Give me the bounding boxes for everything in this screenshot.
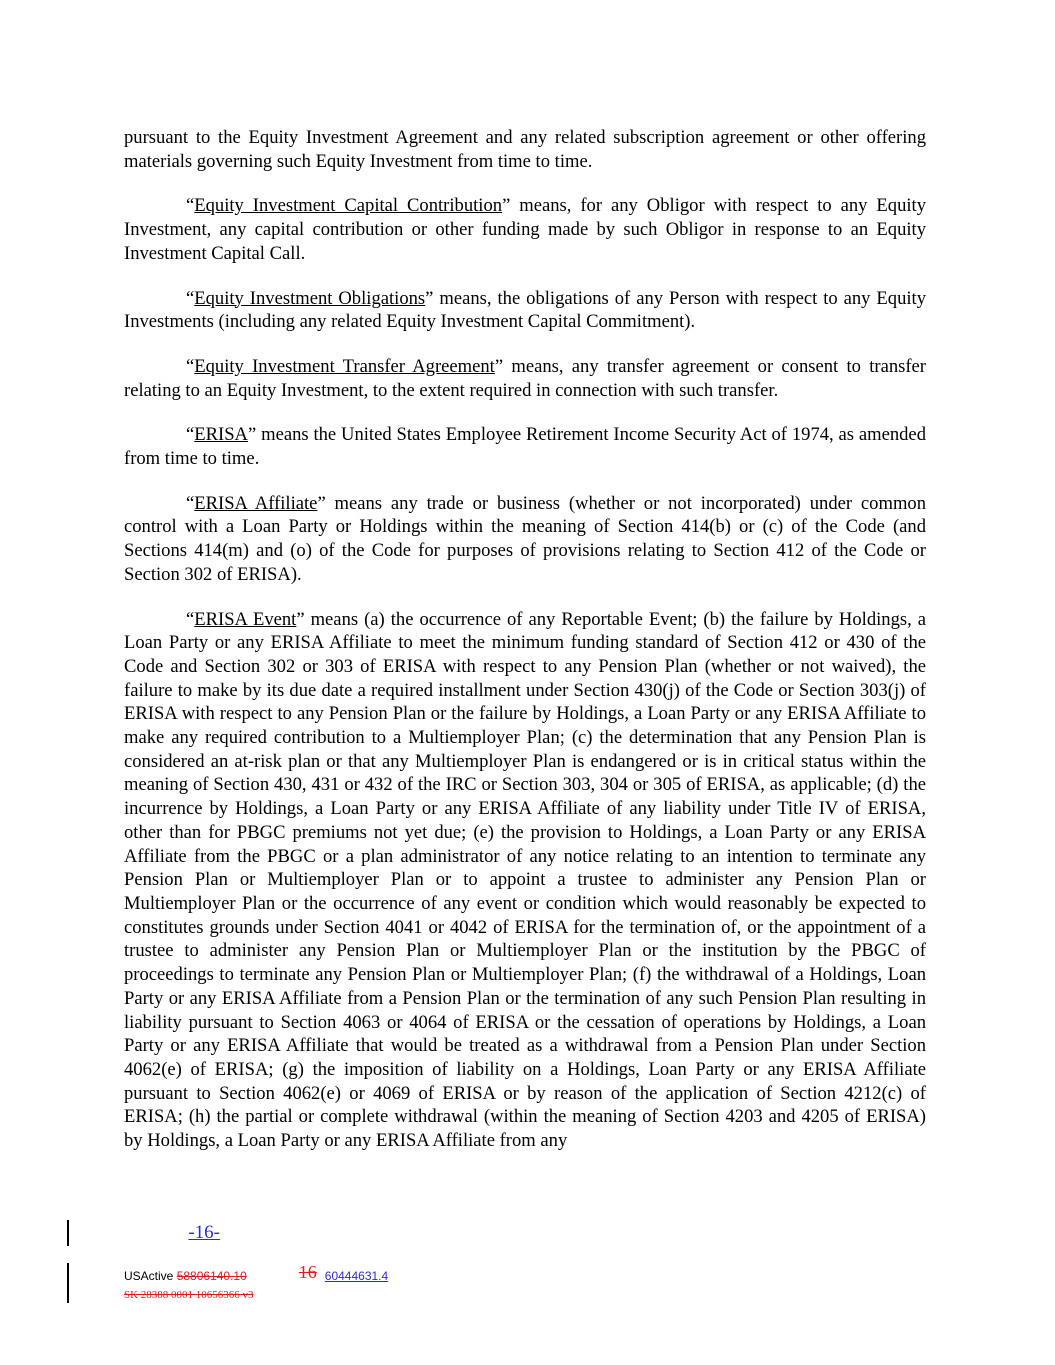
footer-label: USActive (124, 1269, 174, 1283)
defined-term: Equity Investment Obligations (194, 287, 426, 309)
definition-body: ” means, for any Obligor with respect to any Equity Investment, any capital contribution or other funding made by such Obligor in response to an Equity Investment Capital Call. (124, 195, 926, 264)
document-body (124, 126, 926, 1174)
definition-erisa-event (124, 608, 926, 1153)
defined-term: ERISA Event (194, 608, 297, 630)
page-number: -16- (188, 1222, 220, 1243)
definition-body: ” means any trade or business (whether or not incorporated) under common control with a Loan Party or Holdings within the meaning of Section 414(b) or (c) of the Code (and Sections 414(m) and (o) of the Code for purposes of provisions relating to Section 412 of the Code or Section 302 of ERISA). (124, 492, 926, 585)
change-bar (67, 1263, 69, 1303)
open-quote: “ (186, 287, 195, 309)
inserted-doc-id: 60444631.4 (324, 1269, 389, 1283)
definition-body: ” means, any transfer agreement or consent to transfer relating to an Equity Investment, to the extent required in connection with such transfer. (124, 355, 927, 401)
definition-equity-investment-capital-contribution (124, 194, 926, 265)
footer-deleted-reference: SK 28388 0001 10656366 v3 (124, 1289, 254, 1301)
defined-term: ERISA (194, 424, 248, 446)
definition-body: ” means the United States Employee Retirement Income Security Act of 1974, as amended from time to time. (124, 424, 926, 470)
defined-term: Equity Investment Capital Contribution (194, 195, 503, 217)
open-quote: “ (186, 608, 195, 630)
defined-term: Equity Investment Transfer Agreement (194, 355, 495, 377)
open-quote: “ (186, 195, 195, 217)
deleted-page-number: 16 (298, 1262, 317, 1282)
paragraph-continuation: pursuant to the Equity Investment Agreement and any related subscription agreement or other offering materials governing such Equity Investment from time to time. (124, 127, 926, 172)
deleted-doc-id: 58806140.10 (176, 1269, 247, 1283)
definition-erisa (124, 423, 926, 470)
open-quote: “ (186, 424, 195, 446)
open-quote: “ (186, 355, 195, 377)
definition-body: ” means (a) the occurrence of any Reportable Event; (b) the failure by Holdings, a Loan Party or any ERISA Affiliate to meet the minimum funding standard of Section 412 or 430 of the Code and Section 302 or 303 of ERISA with respect to any Pension Plan (whether or not waived), the failure to make by its due date a required installment under Section 430(j) of the Code or Section 303(j) of ERISA with respect to any Pension Plan or the failure by Holdings, a Loan Party or any ERISA Affiliate to make any required contribution to a Multiemployer Plan; (c) the determination that any Pension Plan is considered an at-risk plan or that any Multiemployer Plan is endangered or is in critical status within the meaning of Section 430, 431 or 432 of the IRC or Section 303, 304 or 305 of ERISA, as applicable; (d) the incurrence by Holdings, a Loan Party or any ERISA Affiliate of any liability under Title IV of ERISA, other than for PBGC premiums not yet due; (e) the provision to Holdings, a Loan Party or any ERISA Affiliate from the PBGC or a plan administrator of any notice relating to an intention to terminate any Pension Plan or Multiemployer Plan or to appoint a trustee to administer any Pension Plan or Multiemployer Plan or the occurrence of any event or condition which would reasonably be expected to constitutes grounds under Section 4041 or 4042 of ERISA for the termination of, or the appointment of a trustee to administer any Pension Plan or Multiemployer Plan or the institution by the PBGC of proceedings to terminate any Pension Plan or Multiemployer Plan; (f) the withdrawal of a Holdings, Loan Party or any ERISA Affiliate from a Pension Plan or the termination of any such Pension Plan resulting in liability pursuant to Section 4063 or 4064 of ERISA or the cessation of operations by Holdings, a Loan Party or any ERISA Affiliate that would be treated as a withdrawal from a Pension Plan under Section 4062(e) of ERISA; (g) the imposition of liability on a Holdings, Loan Party or any ERISA Affiliate pursuant to Section 4062(e) or 4069 of ERISA or by reason of the application of Section 4212(c) of ERISA; (h) the partial or complete withdrawal (within the meaning of Section 4203 and 4205 of ERISA) by Holdings, a Loan Party or any ERISA Affiliate from any (124, 608, 927, 1152)
change-bar (67, 1220, 69, 1246)
footer-doc-id (124, 1262, 389, 1284)
definition-erisa-affiliate (124, 492, 926, 587)
definition-equity-investment-transfer-agreement (124, 355, 926, 402)
open-quote: “ (186, 492, 195, 514)
defined-term: ERISA Affiliate (194, 492, 318, 514)
definition-body: ” means, the obligations of any Person with respect to any Equity Investments (including any related Equity Investment Capital Commitment). (124, 287, 927, 333)
definition-equity-investment-obligations (124, 287, 926, 334)
